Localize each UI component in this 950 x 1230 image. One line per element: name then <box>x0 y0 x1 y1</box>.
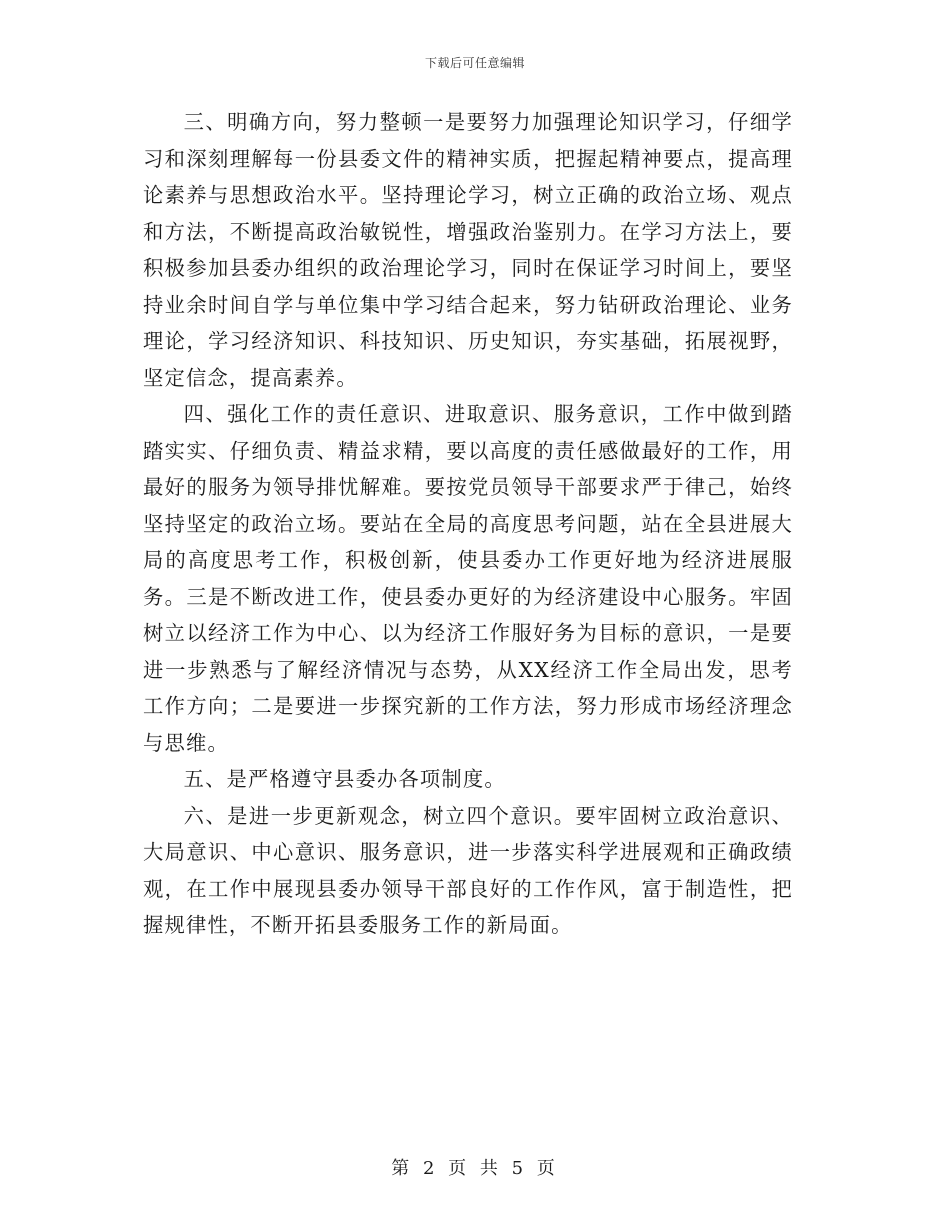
paragraph-section-6: 六、是进一步更新观念，树立四个意识。要牢固树立政治意识、大局意识、中心意识、服务意识，进一步落实科学进展观和正确政绩观，在工作中展现县委办领导干部良好的工作作风，富于制造性，把握规律性，不断开拓县委服务工作的新局面。 <box>143 803 793 937</box>
document-body <box>143 104 793 944</box>
paragraph-section-4: 四、强化工作的责任意识、进取意识、服务意识，工作中做到踏踏实实、仔细负责、精益求精，要以高度的责任感做最好的工作，用最好的服务为领导排忧解难。要按党员领导干部要求严于律己，始终坚持坚定的政治立场。要站在全局的高度思考问题，站在全县进展大局的高度思考工作，积极创新，使县委办工作更好地为经济进展服务。三是不断改进工作，使县委办更好的为经济建设中心服务。牢固树立以经济工作为中心、以为经济工作服好务为目标的意识，一是要进一步熟悉与了解经济情况与态势，从XX经济工作全局出发，思考工作方向；二是要进一步探究新的工作方法，努力形成市场经济理念与思维。 <box>143 402 793 755</box>
page-number: 第 2 页 共 5 页 <box>391 1158 559 1179</box>
paragraph-section-3: 三、明确方向，努力整顿一是要努力加强理论知识学习，仔细学习和深刻理解每一份县委文件的精神实质，把握起精神要点，提高理论素养与思想政治水平。坚持理论学习，树立正确的政治立场、观点和方法，不断提高政治敏锐性，增强政治鉴别力。在学习方法上，要积极参加县委办组织的政治理论学习，同时在保证学习时间上，要坚持业余时间自学与单位集中学习结合起来，努力钻研政治理论、业务理论，学习经济知识、科技知识、历史知识，夯实基础，拓展视野，坚定信念，提高素养。 <box>143 110 793 390</box>
paragraph-section-5: 五、是严格遵守县委办各项制度。 <box>183 767 506 791</box>
header-note: 下载后可任意编辑 <box>424 56 525 70</box>
